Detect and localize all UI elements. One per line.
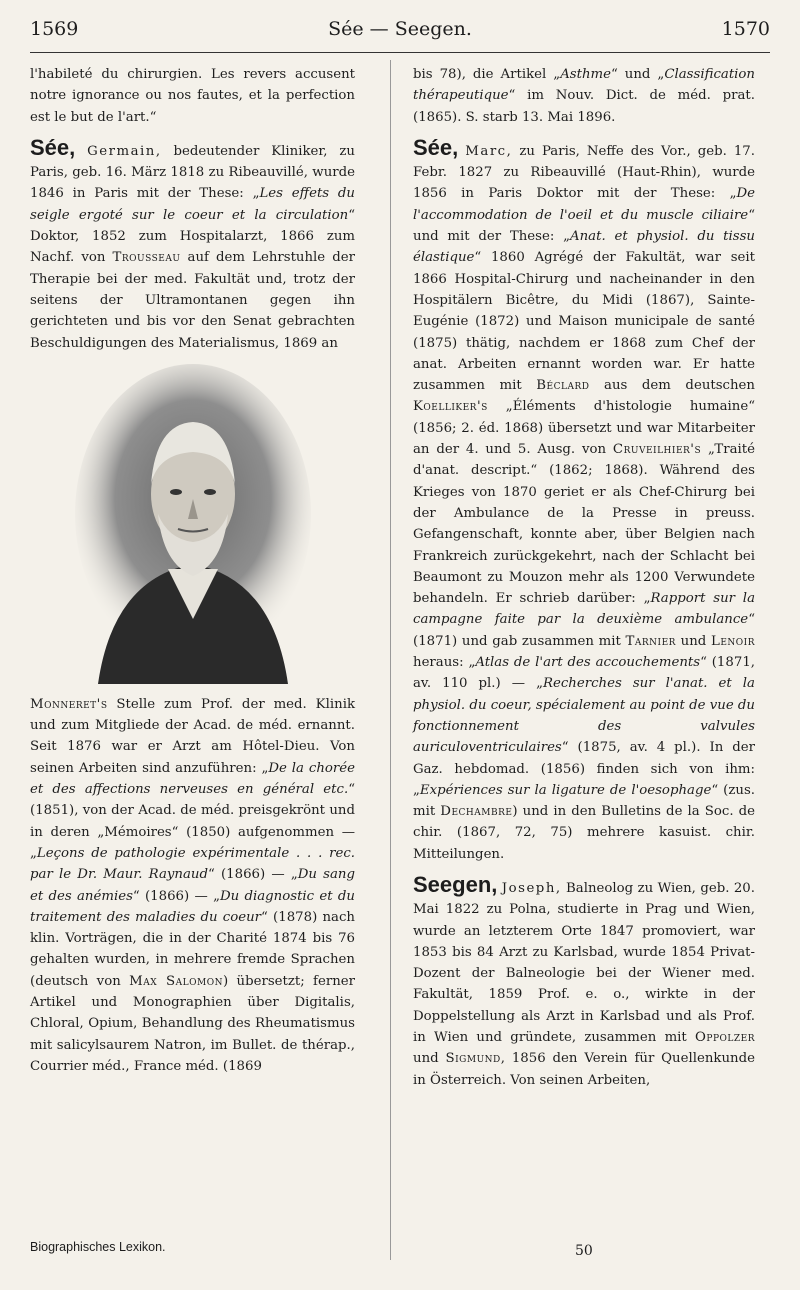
person-name: Trousseau — [112, 250, 181, 266]
text: bedeutender Kliniker, zu Paris, geb. 16. März 1818 zu Ribeauvillé, wurde 1846 in Paris mit der These: „ — [30, 143, 355, 202]
text: „Traité d'anat. descript.“ (1862; 1868). Während des Krieges von 1870 geriet er als Chef-Chirurg bei der Ambulance de la Presse in preuss. Gefangenschaft, konnte aber, über Belgien nach Frankreich zurückgekehrt, nach der Schlacht bei Beaumont zu Mouzon mehr als 1200 Verwundete behandeln. Er schrieb darüber: „ — [413, 442, 755, 607]
page-header — [30, 18, 770, 54]
text: zu Paris, Neffe des Vor., geb. 17. Febr. 1827 zu Ribeauvillé (Haut-Rhin), wurde 1856 in Paris Doktor mit der These: „ — [413, 143, 755, 202]
person-name: Max Salomon — [129, 973, 223, 989]
person-name: Dechambre — [440, 804, 513, 820]
title-italic: De la chorée et des affections nerveuses en général etc. — [30, 760, 355, 798]
person-name: Oppolzer — [695, 1030, 755, 1046]
footer-title: Biographisches Lexikon. — [30, 1240, 166, 1254]
text: “ (1866) — „ — [208, 867, 298, 883]
title-italic: De l'accommodation de l'oeil et du muscle ciliaire — [413, 186, 755, 223]
text: aus dem deutschen — [589, 378, 755, 394]
left-page-number: 1569 — [30, 18, 79, 40]
title-italic: Du sang et des anémies — [30, 867, 355, 904]
text: bis 78), die Artikel „ — [413, 67, 561, 82]
text: und — [413, 1051, 446, 1067]
text: „Éléments d'histologie humaine“ (1856; 2. éd. 1868) übersetzt und war Mitarbeiter an der 4. und 5. Ausg. von — [413, 399, 755, 458]
text: “ und mit der These: „ — [413, 207, 755, 245]
text: heraus: „ — [413, 655, 476, 671]
entry-seegen — [413, 871, 755, 1091]
given-name: Joseph, — [501, 880, 562, 896]
title-italic: Les effets du seigle ergoté sur le coeur et la circulation — [30, 186, 355, 223]
text: “ Doktor, 1852 zum Hospitalarzt, 1866 zum Nachf. von — [30, 207, 355, 266]
right-page-number: 1570 — [721, 18, 770, 40]
text: “ (1875, av. 4 pl.). In der Gaz. hebdomad. (1856) finden sich von ihm: „ — [413, 740, 755, 798]
text: Stelle zum Prof. der med. Klinik und zum Mitgliede der Acad. de méd. ernannt. Seit 1876 war er Arzt am Hôtel-Dieu. Von seinen Arbeiten sind anzuführen: „ — [30, 696, 355, 776]
text: “ und „ — [611, 67, 665, 82]
signature-mark: 50 — [575, 1243, 593, 1259]
given-name: Marc, — [465, 143, 513, 159]
text: , 1856 den Verein für Quellenkunde in Österreich. Von seinen Arbeiten, — [413, 1051, 755, 1088]
title-italic: Atlas de l'art des accouchements — [475, 655, 701, 671]
right-column — [413, 64, 755, 1100]
lemma-see: Sée, — [413, 134, 459, 160]
title-italic: Rapport sur la campagne faite par la deuxième ambulance — [413, 591, 755, 628]
text: ) und in den Bulletins de la Soc. de chir. (1867, 72, 75) mehrere kasuist. chir. Mitteilungen. — [413, 804, 755, 862]
text: und — [675, 633, 711, 649]
person-name: Sigmund — [445, 1051, 501, 1067]
left-column — [30, 64, 355, 1086]
text: “ (1866) — „ — [132, 888, 220, 904]
title-italic: Leçons de pathologie expérimentale . . . rec. par le Dr. Maur. Raynaud — [30, 845, 355, 883]
text: Balneolog zu Wien, geb. 20. Mai 1822 zu Polna, studierte in Prag und Wien, wurde an letzterem Orte 1847 promoviert, war 1853 bis 84 Arzt zu Karlsbad, wurde 1854 Privat-Dozent der Balneologie bei der Wiener med. Fakultät, 1859 Prof. e. o., wirkte in der Doppelstellung als Arzt in Karlsbad und als Prof. in Wien und gründete, zusammen mit — [413, 880, 755, 1046]
column-divider — [390, 60, 391, 1260]
text: “ (1871, av. 110 pl.) — „ — [413, 655, 756, 692]
person-name: Cruveilhier's — [612, 442, 702, 458]
person-name: Lenoir — [711, 633, 755, 649]
person-name: Koelliker's — [413, 399, 488, 415]
person-name: Tarnier — [625, 633, 676, 649]
portrait-engraving — [68, 364, 318, 684]
lemma-seegen: Seegen, — [413, 871, 498, 897]
lemma-see: Sée, — [30, 134, 76, 160]
entry-see-germain-end — [413, 64, 755, 128]
entry-see-marc — [413, 134, 756, 865]
person-name: Monneret's — [30, 696, 108, 712]
title-italic: Asthme — [560, 67, 611, 82]
text: “ 1860 Agrégé der Fakultät, war seit 1866 Hospital-Chirurg und nacheinander in den Hospitälern Bicêtre, du Midi (1867), Sainte-Eugénie (1872) und Maison municipale de santé (1875) thätig, nachdem er 1868 zum Chef der anat. Arbeiten ernannt worden war. Er hatte zusammen mit — [413, 250, 755, 394]
text: “ (1878) nach klin. Vorträgen, die in der Charité 1874 bis 76 gehalten wurden, in mehrere fremde Sprachen (deutsch von — [30, 909, 355, 989]
text: “ (1871) und gab zusammen mit — [413, 612, 755, 649]
header-rule — [30, 52, 770, 53]
entry-see-germain — [30, 134, 355, 354]
text: auf dem Lehrstuhle der Therapie bei der med. Fakultät und, trotz der seitens der Ultramontanen gegen ihn gerichteten und bis vor den Senat gebrachten Beschuldigungen des Materialismus, 1869 an — [30, 250, 355, 351]
entry-see-germain-continued — [30, 694, 355, 1077]
paragraph-continuation — [30, 64, 355, 128]
title-italic: Anat. et physiol. du tissu élastique — [413, 229, 755, 266]
title-italic: Du diagnostic et du traitement des maladies du coeur — [30, 888, 355, 925]
title-italic: Recherches sur l'anat. et la physiol. du coeur, spécialement au point de vue du fonctionnement des valvules auriculoventriculaires — [413, 676, 755, 756]
text: l'habileté du chirurgien. Les revers accusent notre ignorance ou nos fautes, et la perfection est le but de l'art.“ — [30, 67, 355, 125]
running-title: Sée — Seegen. — [328, 18, 472, 40]
text: “ (zus. mit — [413, 782, 755, 820]
text: “ im Nouv. Dict. de méd. prat. (1865). S. starb 13. Mai 1896. — [413, 88, 755, 125]
text: “ (1851), von der Acad. de méd. preisgekrönt und in deren „Mémoires“ (1850) aufgenommen — „ — [30, 782, 355, 861]
text: ) übersetzt; ferner Artikel und Monographien über Digitalis, Chloral, Opium, Behandlung des Rheumatismus mit salicylsaurem Natron, im Bullet. de thérap., Courrier méd., France méd. (1869 — [30, 973, 355, 1074]
given-name: Germain, — [87, 143, 162, 159]
title-italic: Expériences sur la ligature de l'oesophage — [419, 782, 712, 798]
title-italic: Classification thérapeutique — [413, 67, 755, 104]
person-name: Béclard — [536, 378, 590, 394]
